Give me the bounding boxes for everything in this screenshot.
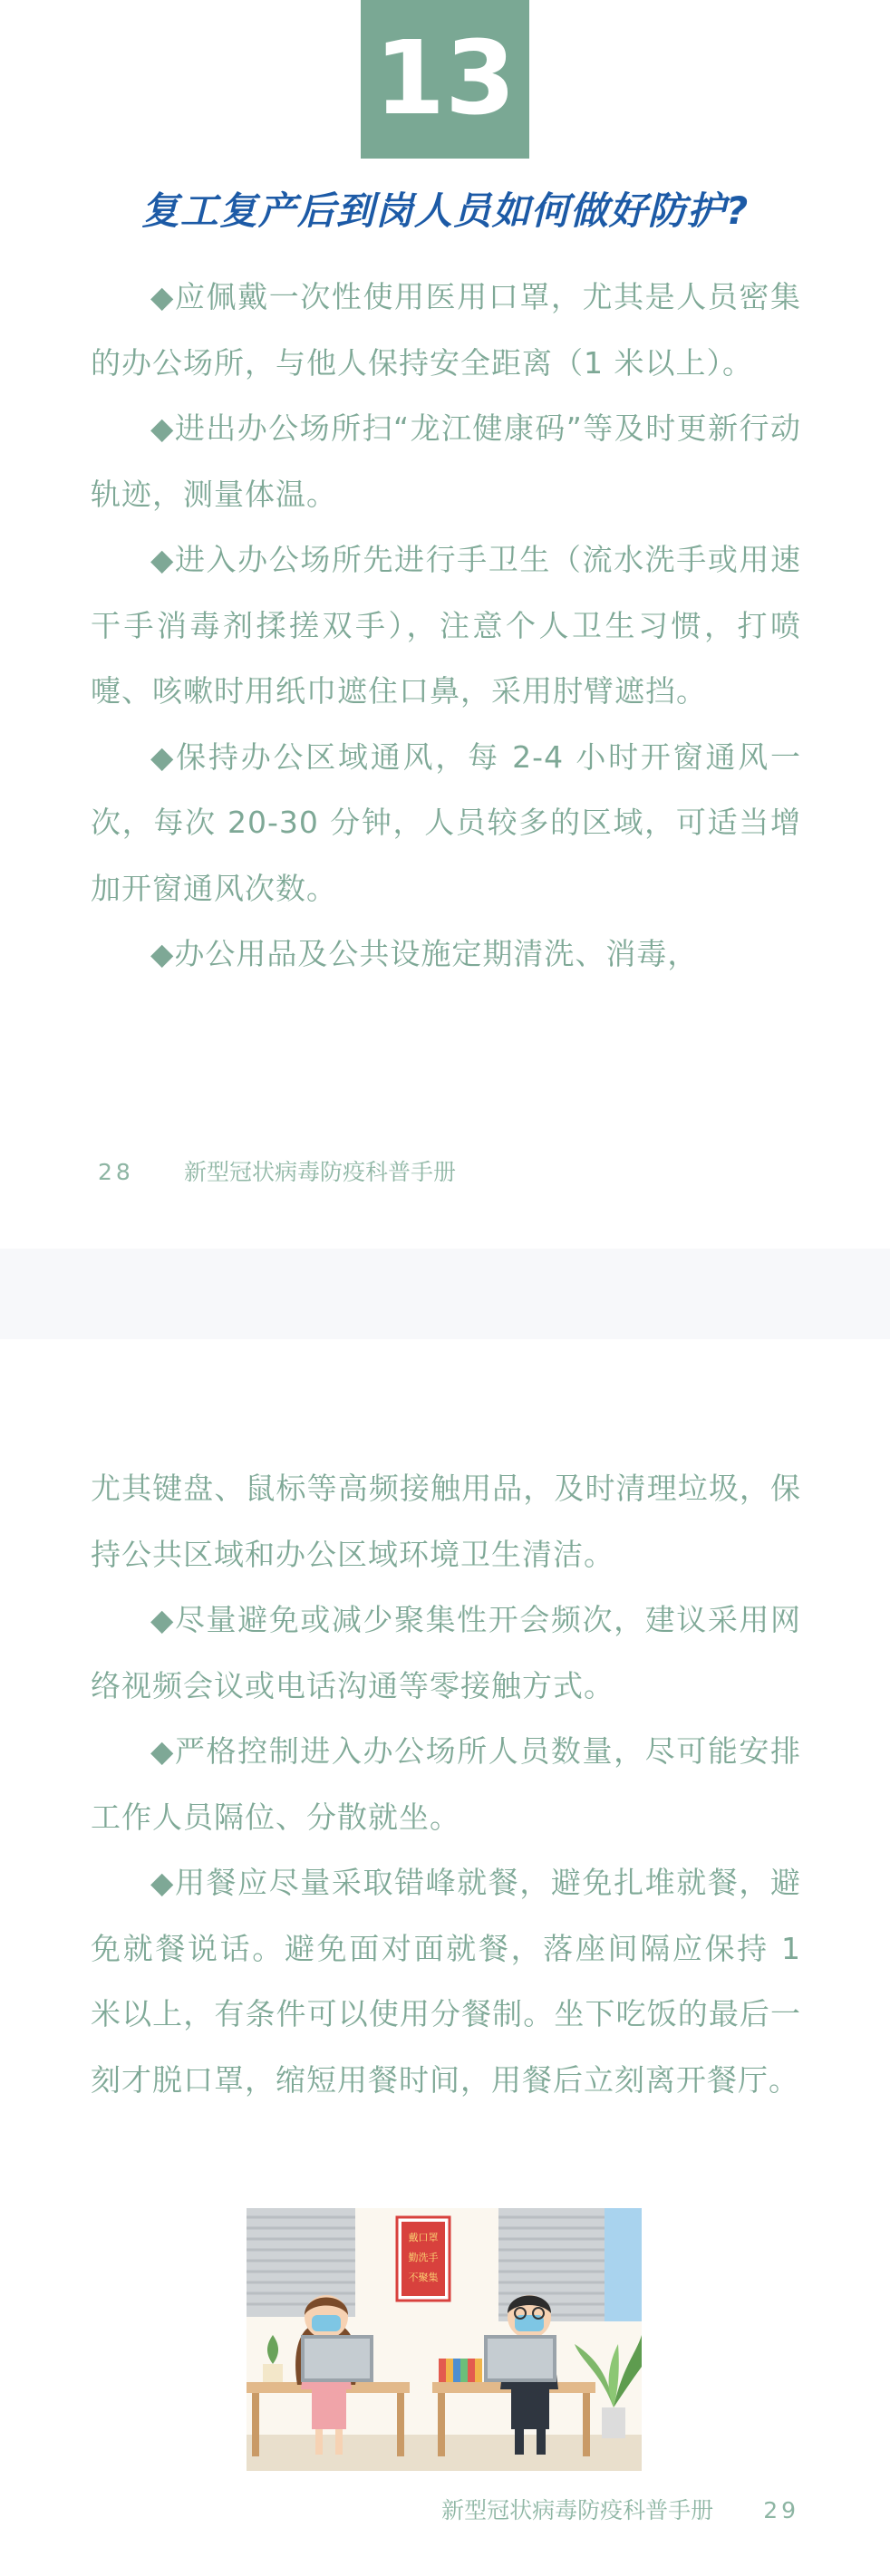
- section-number-badge: 13: [361, 0, 529, 159]
- page-29-footer: [441, 2493, 799, 2525]
- paragraph-health-code: ◆进出办公场所扫“龙江健康码”等及时更新行动轨迹，测量体温。: [91, 410, 801, 512]
- page-28-body: [91, 265, 801, 988]
- paragraph-disinfection-continued: 尤其键盘、鼠标等高频接触用品，及时清理垃圾，保持公共区域和办公区域环境卫生清洁。: [91, 1471, 801, 1572]
- page-28-footer: [98, 1154, 456, 1187]
- paragraph-ventilation: ◆保持办公区域通风，每 2-4 小时开窗通风一次，每次 20-30 分钟，人员较多的区域，可适当增加开窗通风次数。: [91, 738, 801, 906]
- page-separator: [0, 1249, 890, 1339]
- page-number: 29: [763, 2497, 799, 2523]
- section-title: 复工复产后到岗人员如何做好防护?: [140, 188, 750, 233]
- poster-line-3: 不聚集: [408, 2272, 439, 2283]
- page-number: 28: [98, 1159, 134, 1185]
- poster-line-2: 勤洗手: [408, 2252, 439, 2263]
- paragraph-disinfection: ◆办公用品及公共设施定期清洗、消毒，: [150, 936, 699, 971]
- paragraph-meetings: ◆尽量避免或减少聚集性开会频次，建议采用网络视频会议或电话沟通等零接触方式。: [91, 1602, 801, 1703]
- running-title: 新型冠状病毒防疫科普手册: [184, 1159, 457, 1185]
- paragraph-hand-hygiene: ◆进入办公场所先进行手卫生（流水洗手或用速干手消毒剂揉搓双手），注意个人卫生习惯，打喷嚏、咳嗽时用纸巾遮住口鼻，采用肘臂遮挡。: [91, 542, 801, 709]
- running-title: 新型冠状病毒防疫科普手册: [441, 2497, 714, 2523]
- paragraph-staff-count: ◆严格控制进入办公场所人员数量，尽可能安排工作人员隔位、分散就坐。: [91, 1733, 801, 1835]
- paragraph-mask: ◆应佩戴一次性使用医用口罩，尤其是人员密集的办公场所，与他人保持安全距离（1 米以上）。: [91, 279, 801, 381]
- page-29-body: [91, 1456, 801, 2113]
- office-illustration: [247, 2208, 642, 2471]
- page-28: [0, 0, 890, 1249]
- paragraph-dining: ◆用餐应尽量采取错峰就餐，避免扎堆就餐，避免就餐说话。避免面对面就餐，落座间隔应保持 1 米以上，有条件可以使用分餐制。坐下吃饭的最后一刻才脱口罩，缩短用餐时间，用餐后立刻离开餐厅。: [91, 1865, 801, 2098]
- poster-line-1: 戴口罩: [408, 2232, 439, 2243]
